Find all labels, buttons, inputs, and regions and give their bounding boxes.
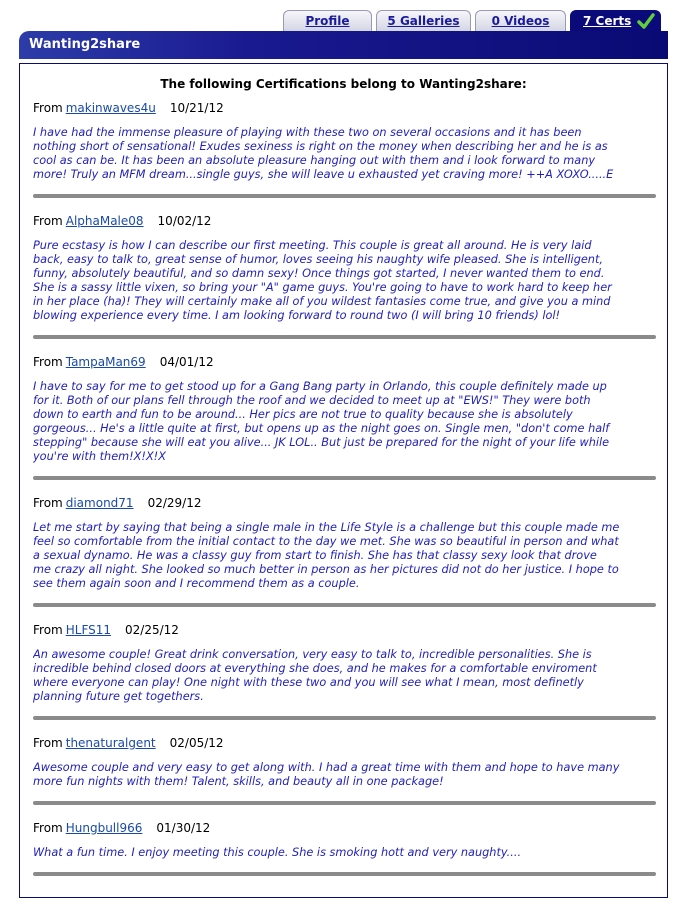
cert-text-line: stepping" because she will eat you alive... JK LOL.. But just be prepared for the night of your life while [33,436,610,450]
cert-text [33,648,656,704]
cert-author-link[interactable]: diamond71 [65,496,134,510]
cert-text-line: blowing experience every time. I am looking forward to round two (I will bring 10 friends) lol! [33,309,561,323]
cert-header [33,355,656,371]
cert-date: 02/05/12 [169,736,224,750]
from-label: From [33,623,63,637]
cert-header [33,623,656,639]
from-label: From [33,101,63,115]
cert-header [33,101,656,117]
cert-author-link[interactable]: HLFS11 [65,623,112,637]
certs-panel [19,63,668,898]
divider [33,872,656,876]
divider [33,476,656,480]
cert-text [33,761,656,789]
cert-item [33,736,656,789]
divider [33,716,656,720]
divider [33,603,656,607]
cert-date: 02/25/12 [125,623,179,637]
cert-header [33,736,656,752]
cert-text-line: What a fun time. I enjoy meeting this couple. She is smoking hott and very naughty.... [33,846,522,859]
cert-text-line: nothing short of sensational! Exudes sexiness is right on the money when describing her and he is as [33,140,608,154]
profile-header-bar [19,31,668,59]
cert-text-line: back, easy to talk to, great sense of humor, loves seeing his naughty wife pleased. She is intelligent, [33,253,603,267]
divider [33,194,656,198]
cert-text-line: for it. Both of our plans fell through the roof and we decided to meet up at "EWS!" They were both [33,394,591,408]
divider [33,801,656,805]
cert-text [33,846,656,860]
cert-author-link[interactable]: TampaMan69 [65,355,146,369]
cert-text-line: Awesome couple and very easy to get along with. I had a great time with them and hope to have many [33,761,620,774]
cert-item [33,101,656,182]
cert-author-link[interactable]: thenaturalgent [65,736,156,750]
cert-text-line: where everyone can play! One night with these two and you will see what I mean, most definetly [33,676,584,690]
cert-text-line: Pure ecstasy is how I can describe our first meeting. This couple is great all around. He is very laid [33,239,592,252]
cert-text-line: in her place (ha)! They will certainly make all of you wildest fantasies come true, and give you a mind [33,295,611,309]
tab-certs-label[interactable]: 7 Certs [583,14,632,28]
cert-text-line: An awesome couple! Great drink conversation, very easy to talk to, incredible personalities. She is [33,648,592,661]
checkmark-icon [637,12,655,30]
cert-text-line: planning future get togethers. [33,690,204,704]
from-label: From [33,355,63,369]
cert-item [33,821,656,860]
cert-date: 04/01/12 [159,355,214,369]
cert-header [33,821,656,837]
profile-tabs [283,10,661,31]
divider [33,335,656,339]
cert-date: 10/21/12 [169,101,224,115]
cert-header [33,496,656,512]
cert-text-line: feel so comfortable from the initial contact to the day we met. She was so beautiful in person and what [33,535,619,549]
tab-galleries[interactable]: 5 Galleries [376,10,471,31]
from-label: From [33,496,63,510]
cert-date: 02/29/12 [147,496,202,510]
cert-text-line: you're with them!X!X!X [33,450,166,464]
from-label: From [33,821,63,835]
cert-item [33,623,656,704]
cert-text-line: me crazy all night. She looked so much better in person as her pictures did not do her justice. I hope to [33,563,619,577]
cert-item [33,214,656,324]
cert-item [33,355,656,465]
from-label: From [33,214,63,228]
cert-text-line: Let me start by saying that being a single male in the Life Style is a challenge but this couple made me [33,521,620,534]
cert-date: 01/30/12 [156,821,211,835]
cert-text-line: more fun nights with them! Talent, skills, and beauty all in one package! [33,775,444,789]
cert-text-line: incredible behind closed doors at everything she does, and he makes for a comfortable enviroment [33,662,597,676]
cert-text-line: cool as can be. It has been an absolute pleasure hanging out with them and i look forward to many [33,154,596,168]
cert-item [33,496,656,591]
tab-profile[interactable]: Profile [283,10,372,31]
cert-text-line: funny, absolutely beautiful, and so damn sexy! Once things got started, I never wanted them to end. [33,267,605,281]
profile-title: Wanting2share [29,37,141,52]
cert-author-link[interactable]: Hungbull966 [65,821,143,835]
from-label: From [33,736,63,750]
cert-text-line: I have to say for me to get stood up for a Gang Bang party in Orlando, this couple definitely made up [33,380,607,393]
cert-author-link[interactable]: AlphaMale08 [65,214,144,228]
cert-author-link[interactable]: makinwaves4u [65,101,156,115]
cert-header [33,214,656,230]
cert-date: 10/02/12 [157,214,212,228]
cert-text [33,239,656,324]
tab-certs[interactable] [570,10,661,31]
certs-intro: The following Certifications belong to Wanting2share: [160,77,527,91]
cert-text-line: more! Truly an MFM dream...single guys, she will leave u exhausted yet craving more! ++A XOXO.....E [33,168,614,182]
cert-text-line: I have had the immense pleasure of playing with these two on several occasions and it has been [33,126,582,139]
cert-text-line: She is a sassy little vixen, so bring your "A" game guys. You're going to have to work hard to keep her [33,281,612,295]
cert-text-line: down to earth and fun to be around... Her pics are not true to quality because she is absolutely [33,408,573,422]
cert-text [33,126,656,182]
cert-text-line: a sexual dynamo. He was a classy guy from start to finish. She has that classy sexy look that drove [33,549,597,563]
cert-text-line: gorgeous... He's a little quite at first, but opens up as the night goes on. Single men, "don't come half [33,422,610,436]
tab-videos[interactable]: 0 Videos [475,10,566,31]
cert-text [33,521,656,591]
cert-text-line: see them again soon and I recommend them as a couple. [33,577,360,591]
cert-text [33,380,656,465]
